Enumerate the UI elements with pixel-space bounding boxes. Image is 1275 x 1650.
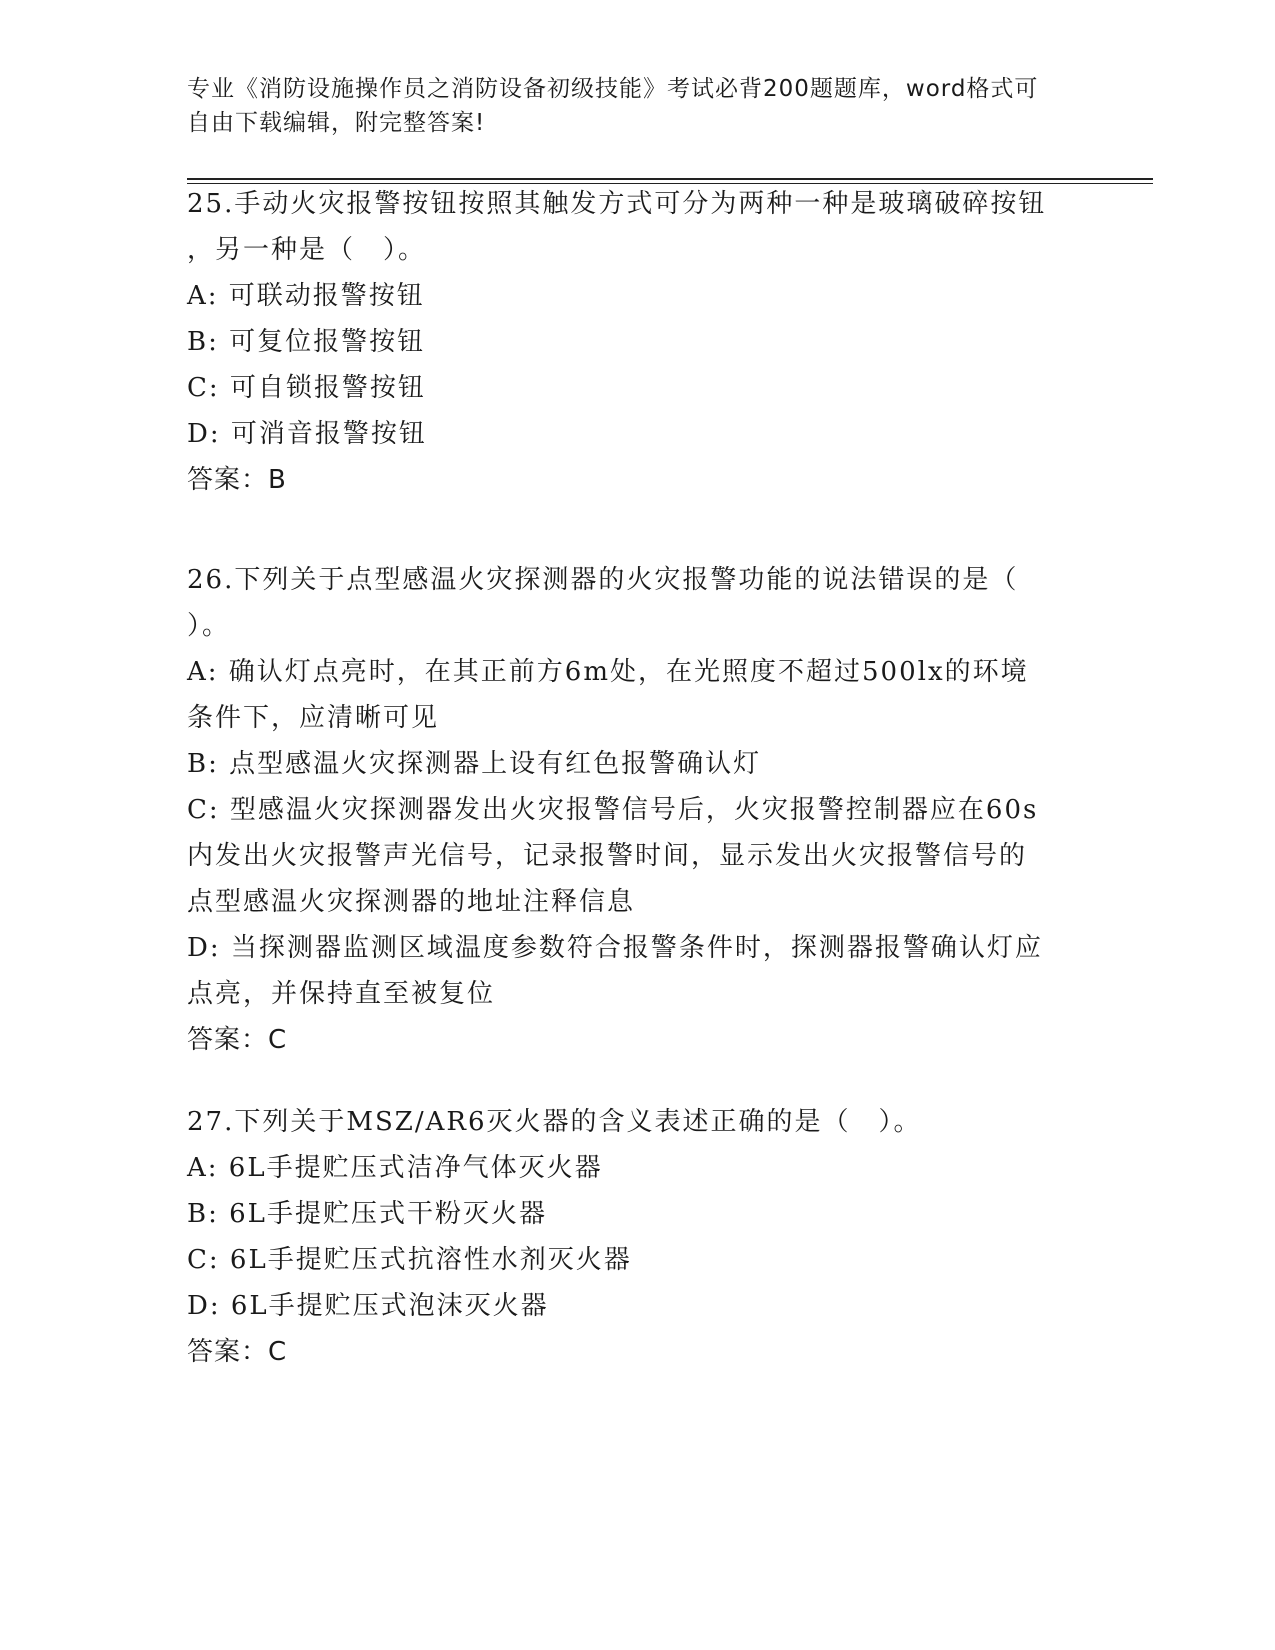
option-a: A: 确认灯点亮时，在其正前方6m处，在光照度不超过500lx的环境 [187, 657, 1029, 687]
option-c-continued: 点型感温火灾探测器的地址注释信息 [187, 887, 636, 917]
option-c: C: 可自锁报警按钮 [187, 373, 426, 403]
document-header [187, 72, 1067, 140]
question-25 [187, 181, 1067, 503]
option-a: A: 可联动报警按钮 [187, 281, 425, 311]
option-c: C: 6L手提贮压式抗溶性水剂灭火器 [187, 1245, 632, 1275]
answer-line: 答案：C [187, 1025, 288, 1055]
header-divider-thick [187, 178, 1153, 180]
option-a-continued: 条件下，应清晰可见 [187, 703, 440, 733]
question-stem-line: ）。 [187, 611, 231, 641]
option-d: D: 可消音报警按钮 [187, 419, 427, 449]
option-d: D: 当探测器监测区域温度参数符合报警条件时，探测器报警确认灯应 [187, 933, 1043, 963]
question-stem-line: 27.下列关于MSZ/AR6灭火器的含义表述正确的是（ ）。 [187, 1107, 922, 1137]
option-c-continued: 内发出火灾报警声光信号，记录报警时间，显示发出火灾报警信号的 [187, 841, 1028, 871]
question-stem-line: ，另一种是（ ）。 [187, 235, 427, 265]
option-b: B: 6L手提贮压式干粉灭火器 [187, 1199, 547, 1229]
option-d: D: 6L手提贮压式泡沫灭火器 [187, 1291, 549, 1321]
question-stem-line: 25.手动火灾报警按钮按照其触发方式可分为两种一种是玻璃破碎按钮 [187, 189, 1047, 219]
header-line-1: 专业《消防设施操作员之消防设备初级技能》考试必背200题题库，word格式可 [187, 76, 1039, 102]
option-a: A: 6L手提贮压式洁净气体灭火器 [187, 1153, 603, 1183]
question-27 [187, 1099, 1067, 1375]
question-26 [187, 557, 1067, 1063]
answer-line: 答案：B [187, 465, 287, 495]
option-d-continued: 点亮，并保持直至被复位 [187, 979, 496, 1009]
question-stem-line: 26.下列关于点型感温火灾探测器的火灾报警功能的说法错误的是（ [187, 565, 1019, 595]
option-b: B: 点型感温火灾探测器上设有红色报警确认灯 [187, 749, 762, 779]
header-line-2: 自由下载编辑，附完整答案! [187, 110, 486, 136]
answer-line: 答案：C [187, 1337, 288, 1367]
option-c: C: 型感温火灾探测器发出火灾报警信号后，火灾报警控制器应在60s [187, 795, 1039, 825]
option-b: B: 可复位报警按钮 [187, 327, 426, 357]
